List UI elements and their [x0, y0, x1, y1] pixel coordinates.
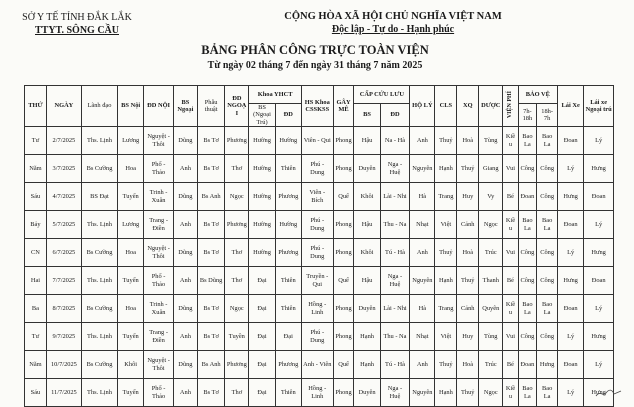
- cell-yhct-bs: Hường: [249, 211, 275, 239]
- cell-lai-xe: Đoan: [558, 295, 584, 323]
- cell-yhct-bs: Đại: [249, 267, 275, 295]
- cell-lai-xe: Lý: [558, 323, 584, 351]
- cell-thu: Năm: [25, 351, 47, 379]
- cell-bs-noi: Khôi: [118, 351, 144, 379]
- cell-yhct-dd: Phương: [275, 239, 301, 267]
- cell-ngay: 6/7/2025: [46, 239, 81, 267]
- cell-ho-ly: Anh: [410, 239, 435, 267]
- cell-bs-ngoai: Dũng: [173, 351, 197, 379]
- cell-lanh-dao: Bs Cường: [81, 239, 117, 267]
- cell-yhct-dd: Hường: [275, 127, 301, 155]
- cell-dd-ngoai: Thơ: [225, 155, 249, 183]
- col-dd-noi: ĐD NỘI: [144, 86, 174, 127]
- cell-lai-xe-ngoai: Hưng: [584, 239, 614, 267]
- cell-cc-dd: Thu - Na: [380, 211, 410, 239]
- cell-pt: Bs Anh: [197, 351, 224, 379]
- cell-bs-noi: Tuyến: [118, 267, 144, 295]
- col-cc-dd: ĐD: [380, 104, 410, 127]
- cell-ngay: 4/7/2025: [46, 183, 81, 211]
- cell-vien-phi: Bé: [503, 351, 518, 379]
- cell-vien-phi: Kiều: [503, 295, 518, 323]
- col-bv-night: 18h-7h: [537, 104, 558, 127]
- cell-xq: Thuỷ: [457, 267, 479, 295]
- cell-lai-xe-ngoai: Đoan: [584, 183, 614, 211]
- cell-ngay: 2/7/2025: [46, 127, 81, 155]
- cell-cc-bs: Duyên: [354, 155, 380, 183]
- col-gay-me: GÂY MÊ: [333, 86, 354, 127]
- cell-bs-noi: Hoa: [118, 239, 144, 267]
- cell-bv1: Công: [518, 155, 537, 183]
- cell-dd-noi: Phố - Thảo: [144, 379, 174, 407]
- cell-hs: Viên - Qui: [301, 127, 333, 155]
- cell-xq: Hoà: [457, 351, 479, 379]
- col-bao-ve: BẢO VỆ: [518, 86, 557, 104]
- cell-bv2: Công: [537, 183, 558, 211]
- org-name: SỞ Y TẾ TỈNH ĐẮK LẮK: [22, 12, 132, 23]
- cell-bv1: Đoan: [518, 351, 537, 379]
- cell-thu: Bảy: [25, 211, 47, 239]
- col-lai-xe: Lái Xe: [558, 86, 584, 127]
- col-bs-ngoai: BS Ngoại: [173, 86, 197, 127]
- cell-hs: Phú - Dung: [301, 211, 333, 239]
- cell-yhct-bs: Hường: [249, 155, 275, 183]
- cell-dd-ngoai: Ngọc: [225, 183, 249, 211]
- cell-vien-phi: Kiều: [503, 211, 518, 239]
- cell-thu: Sáu: [25, 183, 47, 211]
- cell-yhct-bs: Đại: [249, 323, 275, 351]
- cell-dd-noi: Trang - Điền: [144, 323, 174, 351]
- document-title: BẢNG PHÂN CÔNG TRỰC TOÀN VIỆN: [201, 43, 429, 57]
- cell-bs-ngoai: Dũng: [173, 127, 197, 155]
- cell-lanh-dao: Bs Cường: [81, 155, 117, 183]
- cell-lanh-dao: Bs Cường: [81, 295, 117, 323]
- cell-lai-xe: Đoan: [558, 351, 584, 379]
- table-row: [25, 267, 614, 295]
- col-dd-ngoai: ĐD NGOẠI: [225, 86, 249, 127]
- cell-gay-me: Quế: [333, 183, 354, 211]
- cell-cc-bs: Hậu: [354, 127, 380, 155]
- cell-bv1: Công: [518, 239, 537, 267]
- cell-duoc: Vy: [479, 183, 503, 211]
- cell-ho-ly: Nguyên: [410, 155, 435, 183]
- cell-thu: Năm: [25, 155, 47, 183]
- cell-gay-me: Phong: [333, 239, 354, 267]
- cell-pt: Bs Tơ: [197, 239, 224, 267]
- cell-xq: Cảnh: [457, 211, 479, 239]
- cell-gay-me: Phong: [333, 211, 354, 239]
- col-hs-khoa: HS Khoa CSSKSS: [301, 86, 333, 127]
- cell-lai-xe-ngoai: Đoan: [584, 267, 614, 295]
- cell-ngay: 10/7/2025: [46, 351, 81, 379]
- table-row: [25, 323, 614, 351]
- cell-bv2: Công: [537, 323, 558, 351]
- cell-bs-noi: Lương: [118, 127, 144, 155]
- table-row: [25, 127, 614, 155]
- cell-gay-me: Phong: [333, 155, 354, 183]
- col-phau-thuat: Phẫu thuật: [197, 86, 224, 127]
- cell-cc-dd: Nga - Huệ: [380, 267, 410, 295]
- cell-ho-ly: Nguyên: [410, 267, 435, 295]
- cell-cc-bs: Hậu: [354, 211, 380, 239]
- cell-lanh-dao: Ths. Lịnh: [81, 211, 117, 239]
- cell-duoc: Giang: [479, 155, 503, 183]
- cell-xq: Hoà: [457, 127, 479, 155]
- cell-dd-noi: Nguyệt - Thôi: [144, 239, 174, 267]
- cell-gay-me: Quế: [333, 351, 354, 379]
- cell-yhct-dd: Đại: [275, 323, 301, 351]
- cell-lai-xe-ngoai: Hưng: [584, 323, 614, 351]
- cell-lai-xe: Đoan: [558, 127, 584, 155]
- cell-duoc: Thanh: [479, 267, 503, 295]
- cell-yhct-dd: Phương: [275, 351, 301, 379]
- cell-lanh-dao: Ths. Lịnh: [81, 267, 117, 295]
- signature-mark: [594, 387, 624, 399]
- cell-lai-xe: Đoan: [558, 211, 584, 239]
- col-vien-phi-label: VIỆN PHÍ: [507, 91, 513, 119]
- cell-duoc: Trúc: [479, 351, 503, 379]
- cell-dd-ngoai: Phương: [225, 351, 249, 379]
- cell-bs-ngoai: Anh: [173, 267, 197, 295]
- cell-cls: Trang: [435, 295, 457, 323]
- cell-bs-noi: Tuyến: [118, 323, 144, 351]
- cell-bv1: Công: [518, 323, 537, 351]
- cell-ngay: 8/7/2025: [46, 295, 81, 323]
- cell-hs: Phú - Dung: [301, 155, 333, 183]
- cell-yhct-bs: Đại: [249, 351, 275, 379]
- cell-bv1: Bao La: [518, 379, 537, 407]
- cell-cls: Việt: [435, 211, 457, 239]
- cell-pt: Bs Tơ: [197, 379, 224, 407]
- cell-xq: Hoà: [457, 239, 479, 267]
- cell-gay-me: Quế: [333, 267, 354, 295]
- cell-yhct-bs: Hường: [249, 239, 275, 267]
- table-row: [25, 295, 614, 323]
- cell-lanh-dao: Bs Cường: [81, 351, 117, 379]
- col-ngay: NGÀY: [46, 86, 81, 127]
- cell-cls: Việt: [435, 323, 457, 351]
- cell-thu: Sáu: [25, 379, 47, 407]
- cell-hs: Anh - Viên: [301, 351, 333, 379]
- cell-bs-ngoai: Anh: [173, 379, 197, 407]
- cell-yhct-bs: Đại: [249, 295, 275, 323]
- cell-lai-xe: Hưng: [558, 267, 584, 295]
- cell-yhct-dd: Thiên: [275, 295, 301, 323]
- col-lai-xe-ngoai: Lái xe Ngoại trú: [584, 86, 614, 127]
- cell-cls: Thuỷ: [435, 351, 457, 379]
- cell-dd-noi: Trinh - Xuân: [144, 295, 174, 323]
- cell-hs: Phú - Dung: [301, 239, 333, 267]
- cell-yhct-bs: Hường: [249, 127, 275, 155]
- cell-vien-phi: Kiều: [503, 127, 518, 155]
- cell-gay-me: Phong: [333, 379, 354, 407]
- cell-cls: Hạnh: [435, 155, 457, 183]
- cell-dd-noi: Nguyệt - Thôi: [144, 351, 174, 379]
- cell-cls: Hạnh: [435, 267, 457, 295]
- cell-cc-dd: Lài - Nhi: [380, 295, 410, 323]
- cell-pt: Bs Dũng: [197, 267, 224, 295]
- cell-bs-ngoai: Anh: [173, 155, 197, 183]
- cell-cc-dd: Tú - Hà: [380, 239, 410, 267]
- cell-dd-ngoai: Tuyền: [225, 323, 249, 351]
- cell-lanh-dao: Ths. Lịnh: [81, 323, 117, 351]
- cell-cc-bs: Hậu: [354, 267, 380, 295]
- cell-bs-noi: Tuyến: [118, 183, 144, 211]
- cell-cc-bs: Duyên: [354, 295, 380, 323]
- duty-roster-table: [24, 85, 614, 407]
- col-cc-bs: BS: [354, 104, 380, 127]
- cell-lai-xe-ngoai: Hưng: [584, 379, 614, 407]
- table-row: [25, 183, 614, 211]
- cell-gay-me: Phong: [333, 323, 354, 351]
- cell-lai-xe: Lý: [558, 239, 584, 267]
- cell-xq: Huy: [457, 323, 479, 351]
- cell-bv1: Đoan: [518, 183, 537, 211]
- table-row: [25, 155, 614, 183]
- cell-thu: Ba: [25, 295, 47, 323]
- cell-vien-phi: Kiều: [503, 379, 518, 407]
- col-bs-noi: BS Nội: [118, 86, 144, 127]
- cell-bs-ngoai: Dũng: [173, 295, 197, 323]
- cell-cc-dd: Nga - Huệ: [380, 155, 410, 183]
- cell-duoc: Tùng: [479, 127, 503, 155]
- col-duoc: DƯỢC: [479, 86, 503, 127]
- cell-thu: Tư: [25, 323, 47, 351]
- cell-hs: Viên - Bích: [301, 183, 333, 211]
- cell-vien-phi: Vui: [503, 323, 518, 351]
- col-lanh-dao: Lãnh đạo: [81, 86, 117, 127]
- cell-cls: Hạnh: [435, 379, 457, 407]
- col-vien-phi: [503, 86, 518, 127]
- col-ho-ly: HỘ LÝ: [410, 86, 435, 127]
- cell-duoc: Trúc: [479, 239, 503, 267]
- cell-lai-xe-ngoai: Lý: [584, 295, 614, 323]
- cell-hs: Hồng - Linh: [301, 379, 333, 407]
- cell-cc-bs: Hạnh: [354, 323, 380, 351]
- cell-dd-noi: Phố - Thảo: [144, 267, 174, 295]
- cell-dd-noi: Trinh - Xuân: [144, 183, 174, 211]
- cell-bv2: Công: [537, 267, 558, 295]
- cell-bv2: Bao La: [537, 127, 558, 155]
- cell-duoc: Tùng: [479, 323, 503, 351]
- cell-bv1: Bao La: [518, 127, 537, 155]
- cell-dd-noi: Phố - Thảo: [144, 155, 174, 183]
- cell-yhct-bs: Hường: [249, 183, 275, 211]
- cell-cc-dd: Na - Hà: [380, 127, 410, 155]
- roster-body: [25, 127, 614, 407]
- cell-yhct-dd: Thiên: [275, 155, 301, 183]
- cell-ho-ly: Nhạt: [410, 323, 435, 351]
- cell-hs: Phú - Dung: [301, 323, 333, 351]
- cell-cls: Trang: [435, 183, 457, 211]
- cell-ngay: 3/7/2025: [46, 155, 81, 183]
- cell-dd-noi: Nguyệt - Thôi: [144, 127, 174, 155]
- cell-yhct-dd: Phương: [275, 183, 301, 211]
- cell-hs: Hồng - Linh: [301, 295, 333, 323]
- cell-lanh-dao: BS Đạt: [81, 183, 117, 211]
- cell-yhct-dd: Hường: [275, 211, 301, 239]
- cell-bv2: Bao La: [537, 295, 558, 323]
- cell-vien-phi: Bé: [503, 183, 518, 211]
- cell-pt: Bs Tơ: [197, 155, 224, 183]
- cell-bs-ngoai: Dũng: [173, 239, 197, 267]
- cell-dd-noi: Trang - Điền: [144, 211, 174, 239]
- cell-yhct-bs: Đại: [249, 379, 275, 407]
- cell-bv1: Bao La: [518, 211, 537, 239]
- cell-bv2: Công: [537, 155, 558, 183]
- cell-ngay: 7/7/2025: [46, 267, 81, 295]
- cell-xq: Thuỷ: [457, 155, 479, 183]
- cell-vien-phi: Vui: [503, 239, 518, 267]
- cell-duoc: Ngọc: [479, 211, 503, 239]
- date-range: Từ ngày 02 tháng 7 đến ngày 31 tháng 7 năm 2025: [207, 60, 423, 71]
- cell-yhct-dd: Thiên: [275, 267, 301, 295]
- col-cls: CLS: [435, 86, 457, 127]
- cell-yhct-dd: Thiên: [275, 379, 301, 407]
- cell-cc-bs: Khôi: [354, 239, 380, 267]
- cell-cls: Thuỷ: [435, 239, 457, 267]
- col-yhct-bs: BS (Ngoại Trú): [249, 104, 275, 127]
- cell-thu: Tư: [25, 127, 47, 155]
- col-xq: XQ: [457, 86, 479, 127]
- col-bv-day: 7h-18h: [518, 104, 537, 127]
- cell-pt: Bs Tơ: [197, 295, 224, 323]
- cell-lai-xe-ngoai: Hưng: [584, 155, 614, 183]
- cell-bs-noi: Tuyến: [118, 379, 144, 407]
- cell-cc-dd: Tú - Hà: [380, 351, 410, 379]
- org-unit: TTYT. SÔNG CẦU: [35, 25, 119, 36]
- table-row: [25, 351, 614, 379]
- cell-lanh-dao: Ths. Lịnh: [81, 127, 117, 155]
- cell-vien-phi: Vui: [503, 155, 518, 183]
- cell-pt: Bs Tơ: [197, 323, 224, 351]
- col-yhct-dd: ĐD: [275, 104, 301, 127]
- cell-bv1: Bao La: [518, 295, 537, 323]
- cell-ngay: 9/7/2025: [46, 323, 81, 351]
- cell-bv2: Bao La: [537, 379, 558, 407]
- col-thu: THỨ: [25, 86, 47, 127]
- cell-cc-dd: Nga - Huệ: [380, 379, 410, 407]
- cell-ngay: 5/7/2025: [46, 211, 81, 239]
- cell-duoc: Ngọc: [479, 379, 503, 407]
- cell-lai-xe: Lý: [558, 155, 584, 183]
- nation-motto: Độc lập - Tự do - Hạnh phúc: [331, 24, 455, 35]
- cell-dd-ngoai: Thơ: [225, 239, 249, 267]
- cell-pt: Bs Tơ: [197, 127, 224, 155]
- cell-hs: Truyền - Qui: [301, 267, 333, 295]
- cell-lai-xe-ngoai: Lý: [584, 351, 614, 379]
- cell-bs-ngoai: Anh: [173, 323, 197, 351]
- col-cap-cuu: CẤP CỨU LƯU: [354, 86, 410, 104]
- cell-bv2: Bao La: [537, 211, 558, 239]
- cell-cc-bs: Khôi: [354, 183, 380, 211]
- cell-bs-ngoai: Anh: [173, 211, 197, 239]
- cell-pt: Bs Anh: [197, 183, 224, 211]
- table-row: [25, 211, 614, 239]
- cell-bs-noi: Lương: [118, 211, 144, 239]
- cell-gay-me: Phong: [333, 127, 354, 155]
- cell-dd-ngoai: Phương: [225, 211, 249, 239]
- cell-bv2: Hưng: [537, 351, 558, 379]
- cell-ho-ly: Nhạt: [410, 211, 435, 239]
- cell-pt: Bs Tơ: [197, 211, 224, 239]
- cell-cls: Thuỷ: [435, 127, 457, 155]
- cell-ho-ly: Anh: [410, 351, 435, 379]
- cell-dd-ngoai: Thơ: [225, 379, 249, 407]
- cell-lai-xe: Lý: [558, 379, 584, 407]
- cell-ho-ly: Hà: [410, 183, 435, 211]
- table-row: [25, 379, 614, 407]
- col-khoa-yhct: Khoa YHCT: [249, 86, 302, 104]
- cell-xq: Cảnh: [457, 295, 479, 323]
- cell-lai-xe-ngoai: Lý: [584, 211, 614, 239]
- cell-cc-bs: Duyên: [354, 379, 380, 407]
- cell-ho-ly: Nguyên: [410, 379, 435, 407]
- cell-bs-noi: Hoa: [118, 295, 144, 323]
- cell-lai-xe: Hưng: [558, 183, 584, 211]
- cell-dd-ngoai: Thơ: [225, 267, 249, 295]
- table-row: [25, 239, 614, 267]
- nation-title: CỘNG HÒA XÃ HỘI CHỦ NGHĨA VIỆT NAM: [284, 11, 502, 22]
- cell-bs-ngoai: Dũng: [173, 183, 197, 211]
- cell-ho-ly: Anh: [410, 127, 435, 155]
- cell-ho-ly: Hà: [410, 295, 435, 323]
- cell-thu: Hai: [25, 267, 47, 295]
- cell-xq: Thuỷ: [457, 379, 479, 407]
- cell-duoc: Quyên: [479, 295, 503, 323]
- cell-xq: Huy: [457, 183, 479, 211]
- cell-ngay: 11/7/2025: [46, 379, 81, 407]
- cell-dd-ngoai: Ngọc: [225, 295, 249, 323]
- cell-cc-dd: Lài - Nhi: [380, 183, 410, 211]
- cell-cc-dd: Thu - Na: [380, 323, 410, 351]
- cell-bv2: Công: [537, 239, 558, 267]
- cell-thu: CN: [25, 239, 47, 267]
- cell-dd-ngoai: Phương: [225, 127, 249, 155]
- cell-bs-noi: Hoa: [118, 155, 144, 183]
- cell-gay-me: Phong: [333, 295, 354, 323]
- cell-vien-phi: Bé: [503, 267, 518, 295]
- cell-lai-xe-ngoai: Lý: [584, 127, 614, 155]
- cell-bv1: Công: [518, 267, 537, 295]
- cell-cc-bs: Hạnh: [354, 351, 380, 379]
- cell-lanh-dao: Ths. Lịnh: [81, 379, 117, 407]
